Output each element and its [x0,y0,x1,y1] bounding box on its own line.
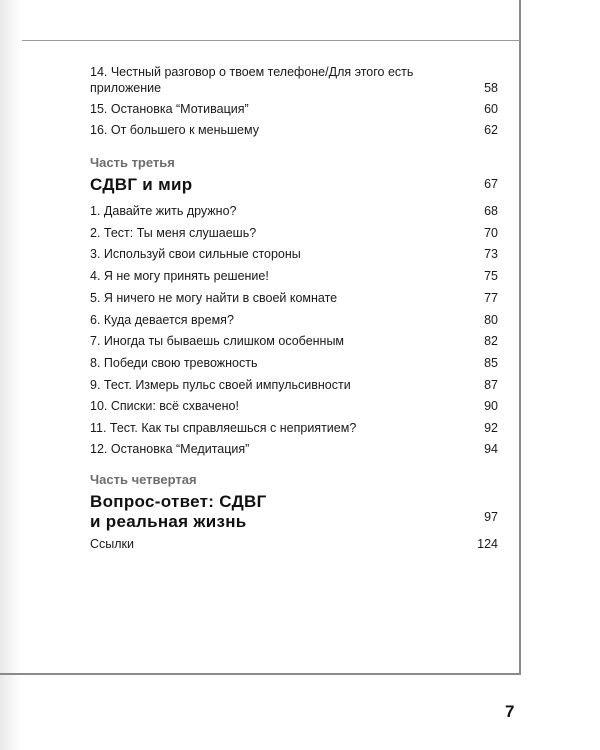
toc-entry-label: 10. Списки: всё схвачено! [90,399,239,413]
toc-entry-page: 75 [484,269,498,283]
toc-entry-label: 11. Тест. Как ты справляешься с неприятием? [90,421,357,435]
toc-entry-page: 58 [484,81,498,95]
toc-entry-label: 2. Тест: Ты меня слушаешь? [90,226,257,240]
toc-entry-label: 8. Победи свою тревожность [90,356,258,370]
toc-entry-label: 16. От большего к меньшему [90,123,259,137]
toc-entry-label: 9. Тест. Измерь пульс своей импульсивности [90,378,351,392]
toc-entry-page: 62 [484,123,498,137]
toc-entry-label: Ссылки [90,537,135,551]
toc-entry-page: 80 [484,313,498,327]
part-4-label: Часть четвертая [90,472,197,487]
toc-entry-page: 85 [484,356,498,370]
toc-entry-label: 15. Остановка “Мотивация” [90,102,249,116]
toc-entry-page: 124 [477,537,498,551]
toc-entry-page: 82 [484,334,498,348]
toc-entry-page: 68 [484,204,498,218]
part-3-title[interactable]: СДВГ и мир [90,175,193,194]
toc-entry-page: 70 [484,226,498,240]
toc-entry-label: 1. Давайте жить дружно? [90,204,237,218]
toc-entry-page: 77 [484,291,498,305]
toc-entry-page: 73 [484,247,498,261]
toc-entry-label: 5. Я ничего не могу найти в своей комнате [90,291,338,305]
toc-entry-label: 6. Куда девается время? [90,313,234,327]
part-3-label: Часть третья [90,155,175,170]
part-4-title-line2[interactable]: и реальная жизнь [90,512,247,531]
part-4-title-line1[interactable]: Вопрос-ответ: СДВГ [90,492,267,511]
toc-entry-page: 92 [484,421,498,435]
toc-entry-label: 12. Остановка “Медитация” [90,442,250,456]
toc-entry-page: 87 [484,378,498,392]
toc-entry-page: 90 [484,399,498,413]
toc-entry-label: 4. Я не могу принять решение! [90,269,269,283]
toc-entry-label: 3. Используй свои сильные стороны [90,247,301,261]
toc-entry-page: 94 [484,442,498,456]
part-4-page: 97 [484,510,498,524]
part-3-page: 67 [484,177,498,191]
page-number: 7 [505,702,515,721]
toc-entry-label: 7. Иногда ты бываешь слишком особенным [90,334,345,348]
toc-entry-label: 14. Честный разговор о твоем телефоне/Для этого есть приложение [90,65,414,95]
toc-entry-page: 60 [484,102,498,116]
top-rule [22,40,520,41]
